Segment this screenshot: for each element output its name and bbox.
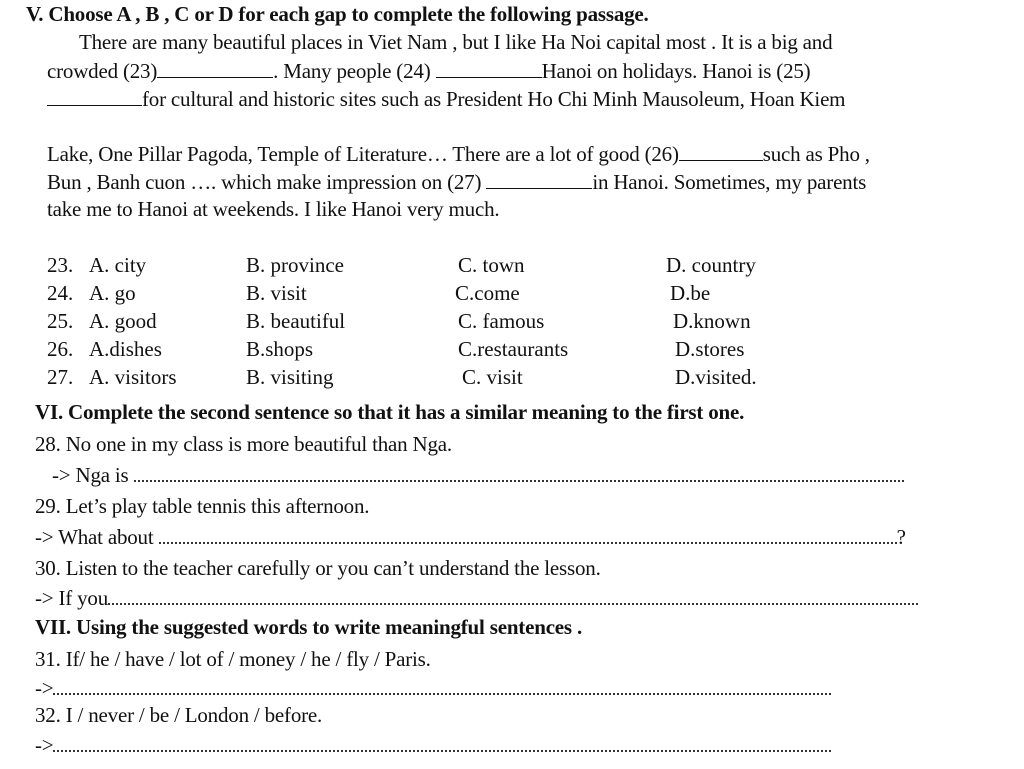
passage-line	[47, 141, 870, 166]
question-number: 26.	[47, 337, 74, 361]
question-number: 27.	[47, 365, 74, 389]
option-a[interactable]: A. visitors	[89, 365, 177, 389]
question-number: 24.	[47, 281, 74, 305]
passage-text: Bun , Banh cuon …. which make impression on (27)	[47, 170, 482, 194]
answer-prefix: ->	[35, 733, 54, 757]
answer-suffix: ?	[896, 525, 906, 549]
option-d[interactable]: D.stores	[675, 337, 745, 361]
passage-text: . Many people (24)	[273, 59, 431, 83]
exercise-prompt: 28. No one in my class is more beautiful than Nga.	[35, 432, 452, 456]
section-v-heading: V. Choose A , B , C or D for each gap to complete the following passage.	[26, 2, 649, 26]
question-number: 23.	[47, 253, 74, 277]
gap-24-blank[interactable]	[436, 58, 542, 78]
section-vi-heading: VI. Complete the second sentence so that it has a similar meaning to the first one.	[35, 400, 745, 424]
option-d[interactable]: D. country	[666, 253, 756, 277]
answer-line	[35, 586, 918, 610]
option-c[interactable]: C. visit	[462, 365, 523, 389]
gap-23-blank[interactable]	[157, 58, 273, 78]
exercise-prompt: 29. Let’s play table tennis this afternoon.	[35, 494, 370, 518]
gap-26-blank[interactable]	[679, 141, 763, 161]
answer-field[interactable]	[53, 676, 831, 695]
option-a[interactable]: A.dishes	[89, 337, 162, 361]
answer-line	[35, 676, 831, 700]
gap-25-blank[interactable]	[47, 86, 142, 106]
passage-line	[47, 86, 845, 111]
option-d[interactable]: D.visited.	[675, 365, 757, 389]
passage-text: Hanoi on holidays. Hanoi is (25)	[541, 59, 811, 83]
passage-text: such as Pho ,	[762, 142, 870, 166]
option-b[interactable]: B.shops	[246, 337, 314, 361]
passage-text: for cultural and historic sites such as President Ho Chi Minh Mausoleum, Hoan Kiem	[142, 87, 846, 111]
question-number: 25.	[47, 309, 74, 333]
option-a[interactable]: A. good	[89, 309, 157, 333]
option-a[interactable]: A. city	[89, 253, 147, 277]
passage-line	[47, 169, 866, 194]
answer-field[interactable]	[53, 733, 831, 752]
section-vii-heading: VII. Using the suggested words to write meaningful sentences .	[35, 615, 583, 639]
option-d[interactable]: D.be	[670, 281, 711, 305]
option-d[interactable]: D.known	[673, 309, 751, 333]
option-b[interactable]: B. visit	[246, 281, 307, 305]
option-c[interactable]: C. famous	[458, 309, 545, 333]
answer-line	[35, 525, 906, 549]
answer-field[interactable]	[159, 525, 897, 544]
answer-prefix: ->	[35, 676, 54, 700]
option-a[interactable]: A. go	[89, 281, 136, 305]
answer-prefix: -> If you	[35, 586, 109, 610]
passage-line: take me to Hanoi at weekends. I like Hanoi very much.	[47, 197, 500, 221]
answer-line	[35, 733, 831, 757]
option-c[interactable]: C.come	[455, 281, 520, 305]
gap-27-blank[interactable]	[486, 169, 592, 189]
answer-prefix: -> Nga is	[52, 463, 129, 487]
exercise-prompt: 30. Listen to the teacher carefully or you can’t understand the lesson.	[35, 556, 601, 580]
passage-line	[47, 58, 810, 83]
answer-line	[52, 463, 904, 487]
option-c[interactable]: C.restaurants	[458, 337, 569, 361]
option-b[interactable]: B. beautiful	[246, 309, 346, 333]
passage-text: crowded (23)	[47, 59, 158, 83]
option-b[interactable]: B. visiting	[246, 365, 334, 389]
answer-prefix: -> What about	[35, 525, 154, 549]
passage-line: There are many beautiful places in Viet Nam , but I like Ha Noi capital most . It is a big and	[79, 30, 833, 54]
passage-text: Lake, One Pillar Pagoda, Temple of Literature… There are a lot of good (26)	[47, 142, 679, 166]
option-b[interactable]: B. province	[246, 253, 344, 277]
answer-field[interactable]	[108, 586, 918, 605]
exercise-prompt: 31. If/ he / have / lot of / money / he / fly / Paris.	[35, 647, 431, 671]
passage-text: in Hanoi. Sometimes, my parents	[592, 170, 867, 194]
exercise-prompt: 32. I / never / be / London / before.	[35, 703, 323, 727]
option-c[interactable]: C. town	[458, 253, 525, 277]
answer-field[interactable]	[134, 463, 904, 482]
